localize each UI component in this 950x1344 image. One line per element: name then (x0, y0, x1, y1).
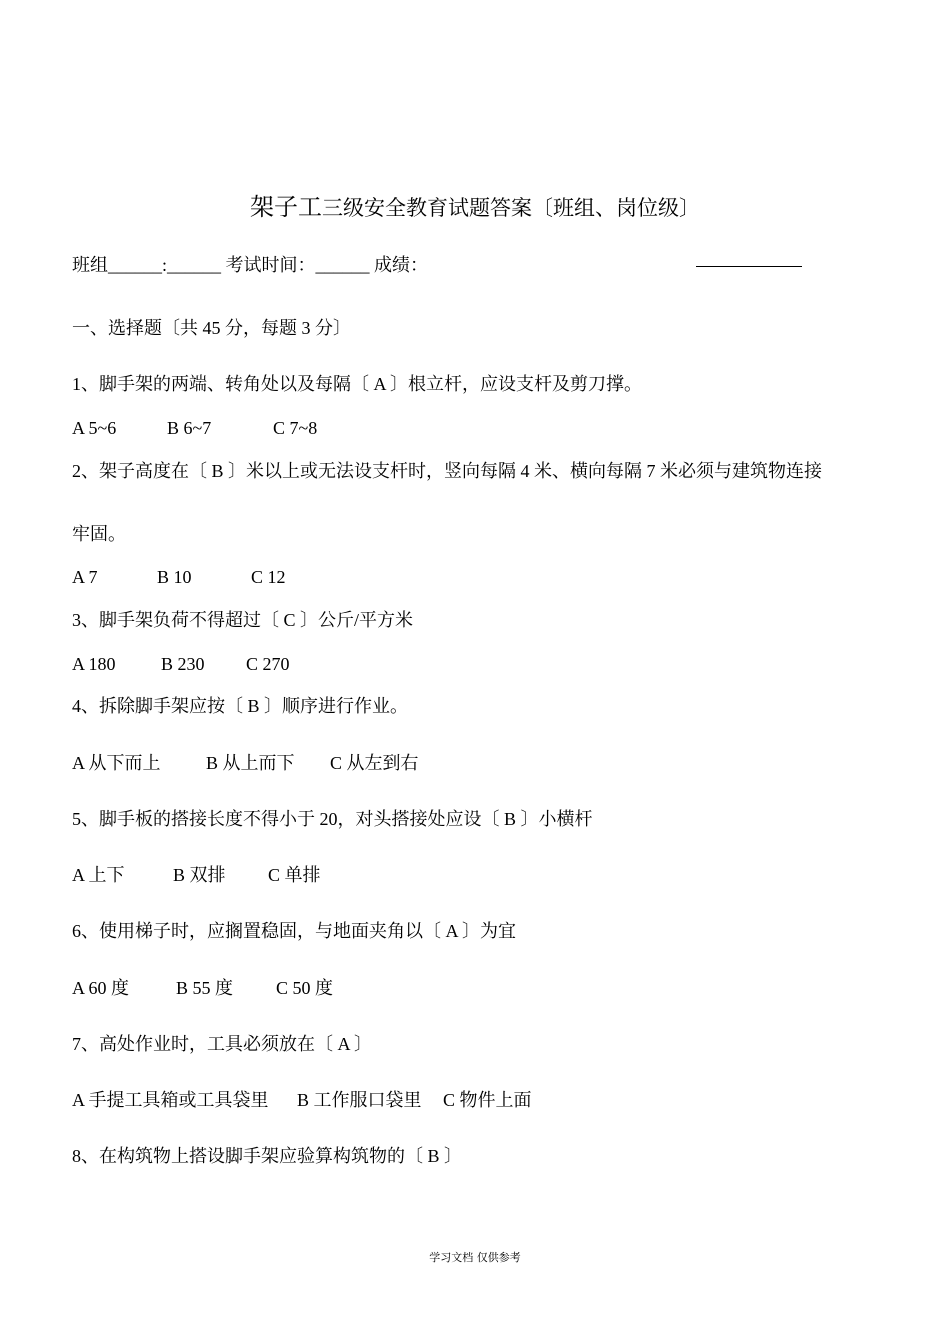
question-7-options (72, 1091, 532, 1109)
question-1-options (72, 419, 317, 437)
exam-info-line: 班组______:______ 考试时间：______ 成绩： (72, 255, 428, 275)
question-3-options (72, 655, 290, 673)
option: A 上下 (72, 865, 125, 885)
option: A 7 (72, 567, 98, 587)
option: C 从左到右 (330, 753, 419, 773)
title-prefix: 架子工 (250, 193, 322, 221)
option: B 从上而下 (206, 753, 295, 773)
score-underline (696, 266, 802, 267)
option: C 50 度 (276, 978, 334, 998)
question-6: 6、使用梯子时，应搁置稳固，与地面夹角以〔 A 〕为宜 (72, 921, 517, 941)
question-2-options (72, 568, 286, 586)
question-5: 5、脚手板的搭接长度不得小于 20，对头搭接处应设〔 B 〕小横杆 (72, 809, 593, 829)
option: C 7~8 (273, 418, 318, 438)
question-6-options (72, 979, 333, 997)
question-8: 8、在构筑物上搭设脚手架应验算构筑物的〔 B 〕 (72, 1146, 463, 1166)
section-heading: 一、选择题〔共 45 分，每题 3 分〕 (72, 318, 351, 338)
option: B 10 (157, 567, 192, 587)
option: B 55 度 (176, 978, 234, 998)
question-4-options (72, 754, 419, 772)
option: C 12 (251, 567, 286, 587)
option: C 270 (246, 654, 290, 674)
option: B 双排 (173, 865, 226, 885)
title-rest: 三级安全教育试题答案〔班组、岗位级〕 (322, 196, 700, 220)
option: A 从下而上 (72, 753, 161, 773)
question-2-continuation: 牢固。 (72, 524, 126, 544)
option: A 60 度 (72, 978, 130, 998)
question-1: 1、脚手架的两端、转角处以及每隔〔 A 〕根立杆，应设支杆及剪刀撑。 (72, 374, 643, 394)
option: B 6~7 (167, 418, 212, 438)
question-3: 3、脚手架负荷不得超过〔 C 〕公斤/平方米 (72, 610, 414, 630)
option: C 物件上面 (443, 1090, 532, 1110)
option: A 180 (72, 654, 116, 674)
option: C 单排 (268, 865, 321, 885)
question-7: 7、高处作业时，工具必须放在〔 A 〕 (72, 1034, 373, 1054)
option: B 230 (161, 654, 205, 674)
question-2: 2、架子高度在〔 B 〕米以上或无法设支杆时，竖向每隔 4 米、横向每隔 7 米必须与建筑物连接 (72, 461, 823, 481)
question-5-options (72, 866, 321, 884)
option: A 手提工具箱或工具袋里 (72, 1090, 269, 1110)
question-4: 4、拆除脚手架应按〔 B 〕顺序进行作业。 (72, 696, 409, 716)
page-footer: 学习文档 仅供参考 (429, 1251, 521, 1264)
option: A 5~6 (72, 418, 117, 438)
option: B 工作服口袋里 (297, 1090, 422, 1110)
document-title (0, 195, 950, 219)
